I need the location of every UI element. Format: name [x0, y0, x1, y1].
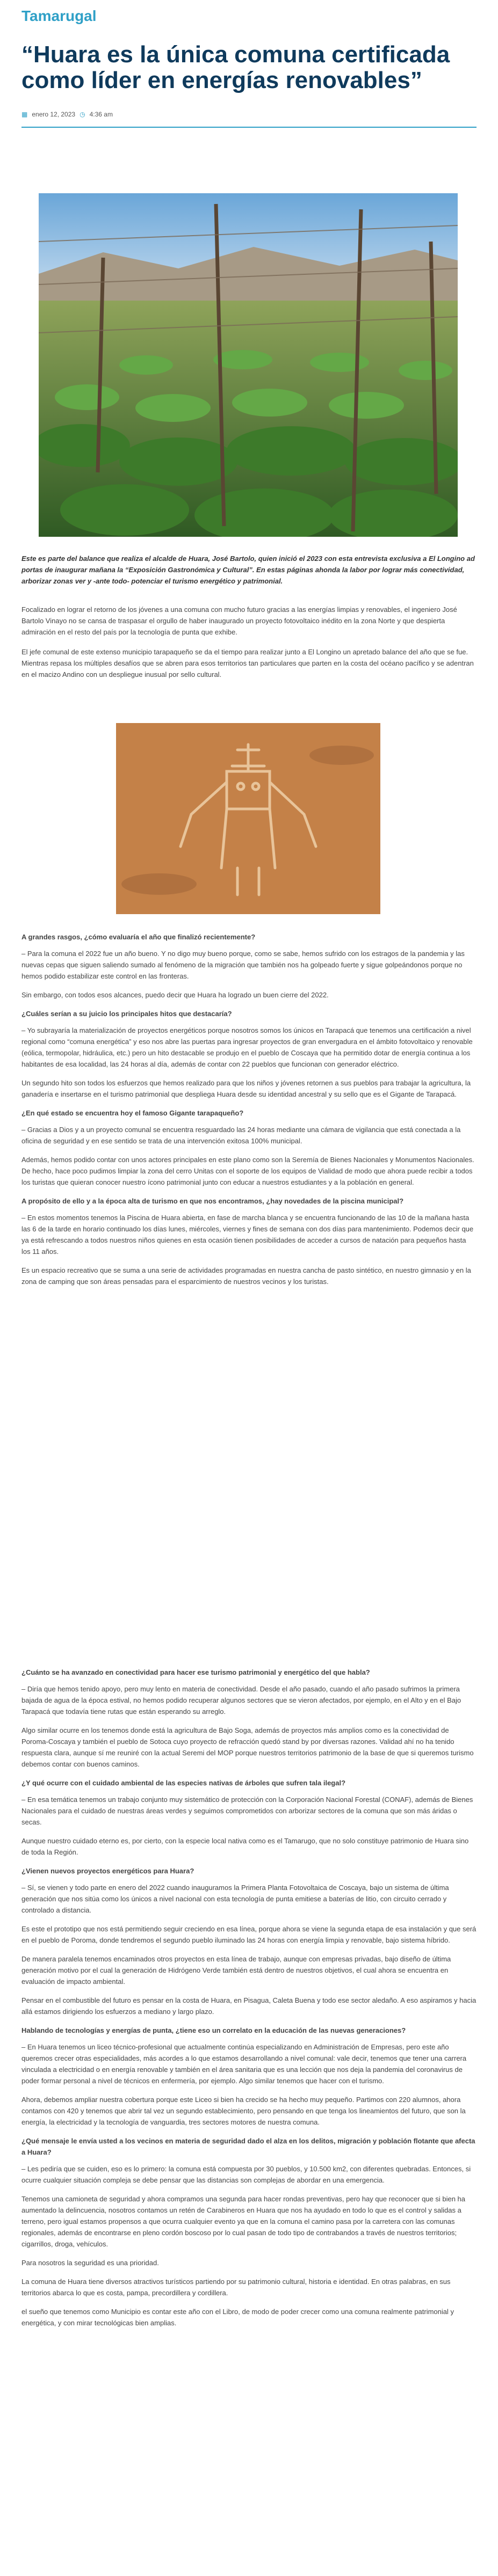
article-title: “Huara es la única comuna certificada como líder en energías renovables”	[21, 41, 450, 93]
title-divider	[21, 127, 477, 128]
question-heading: ¿Cuáles serían a su juicio los principales hitos que destacaría?	[21, 1010, 232, 1018]
question-heading: ¿Qué mensaje le envía usted a los vecinos en materia de seguridad dado el alza en los delitos, migración y población flotante que afecta a Huara?	[21, 2137, 475, 2156]
article-time: 4:36 am	[89, 111, 113, 118]
question-heading: A propósito de ello y a la época alta de turismo en que nos encontramos, ¿hay novedades de la piscina municipal?	[21, 1197, 404, 1205]
interview-part-1	[21, 931, 477, 1287]
question-heading: ¿Cuánto se ha avanzado en conectividad para hacer ese turismo patrimonial y energético del que habla?	[21, 1668, 370, 1676]
paragraph: – Les pediría que se cuiden, eso es lo primero: la comuna está compuesta por 30 pueblos, y 10.500 km2, con diferentes quebradas. Entonces, si ocurre cualquier situación compleja se debe pensar que las distancias son complejas de abordar en una emergencia.	[21, 2165, 471, 2184]
article-date: enero 12, 2023	[32, 111, 76, 118]
paragraph: La comuna de Huara tiene diversos atractivos turísticos partiendo por su patrimonio cultural, historia e identidad. En otras palabras, en sus territorios abarca lo que es costa, pampa, precordillera y cordillera.	[21, 2278, 451, 2297]
paragraph: Algo similar ocurre en los tenemos donde está la agricultura de Bajo Soga, además de proyectos más amplios como es la conectividad de Poroma-Coscaya y también el pueblo de Sotoca cuyo proyecto de refracción quedó stand by por diversas razones. Validad ahí no ha tenido respuesta clara, aunque sí me reuniré con la actual Seremi del MOP porque nuestros territorios patrimonio de la base de que si queremos turismo debemos contar con buenos caminos.	[21, 1726, 474, 1768]
question-heading: Hablando de tecnologías y energías de punta, ¿tiene eso un correlato en la educación de las nuevas generaciones?	[21, 2026, 406, 2034]
paragraph: El jefe comunal de este extenso municipio tarapaqueño se da el tiempo para realizar junto a El Longino un apretado balance del año que se fue. Mientras repasa los múltiples desafíos que se abren para esos territorios tan particulares que parten en la costa del océano pacífico y se adentran en el macizo Andino con un despliegue inusual por sello cultural.	[21, 648, 474, 678]
paragraph: Aunque nuestro cuidado eterno es, por cierto, con la especie local nativa como es el Tamarugo, que no solo constituye patrimonio de Huara sino de toda la Región.	[21, 1837, 469, 1856]
paragraph: Para nosotros la seguridad es una prioridad.	[21, 2259, 159, 2267]
paragraph: – Yo subrayaría la materialización de proyectos energéticos porque nosotros somos los únicos en Tarapacá que tenemos una certificación a nivel regional como “comuna energética” y eso nos abre las puertas para ingresar proyectos de gran envergadura en el ámbito fotovoltaico y renovable (eólica, termopolar, hidráulica, etc.) pero un hito destacable se produjo en el pueblo de Coscaya que ha permitido dotar de energía continua a los habitantes de esa localidad, las 24 horas al día, además de contar con 22 pueblos que funcionan con generador eléctrico.	[21, 1026, 473, 1068]
crop-field-photo	[39, 193, 458, 537]
paragraph: – En estos momentos tenemos la Piscina de Huara abierta, en fase de marcha blanca y se encuentra funcionando de las 10 de la mañana hasta las 6 de la tarde en horario continuado los días lunes, miércoles, viernes y fines de semana con dos días para mantenimiento. Podemos decir que ya está refrescando a todos nuestros niños quienes en esta ocasión tienen posibilidades de acceder a cursos de natación para pequeños hasta los 11 años.	[21, 1214, 474, 1256]
question-heading: A grandes rasgos, ¿cómo evaluaría el año que finalizó recientemente?	[21, 933, 256, 941]
paragraph: De manera paralela tenemos encaminados otros proyectos en esta línea de trabajo, aunque con empresas privadas, bajo diseño de última generación motivo por el cual la generación de Hidrógeno Verde también está dentro de nuestros objetivos, el cual ahora se encuentra en evaluación de impacto ambiental.	[21, 1955, 451, 1986]
paragraph: el sueño que tenemos como Municipio es contar este año con el Libro, de modo de poder crecer como una comuna realmente patrimonial y energética, y con mirar tecnológicas bien amplias.	[21, 2308, 454, 2327]
section-label[interactable]: Tamarugal	[21, 8, 97, 24]
paragraph: – En Huara tenemos un liceo técnico-profesional que actualmente continúa especializando en Administración de Empresas, pero este año queremos crecer otras especialidades, más acordes a lo que estamos desarrollando a nivel comunal: vale decir, tenemos que tener una carrera vinculada a electricidad o en energía renovable y también en el área sanitaria que es una lección que nos deja la pandemia del coronavirus de poder formar personal a nivel de técnicos en enfermería, por ejemplo. Algo similar tenemos que hacer con el turismo.	[21, 2043, 467, 2085]
paragraph: Pensar en el combustible del futuro es pensar en la costa de Huara, en Pisagua, Caleta Buena y todo ese sector aledaño. A eso aspiramos y hacia allá estamos dirigiendo los esfuerzos a mediano y largo plazo.	[21, 1996, 477, 2016]
paragraph: Sin embargo, con todos esos alcances, puedo decir que Huara ha logrado un buen cierre del 2022.	[21, 991, 329, 999]
article-lead: Este es parte del balance que realiza el alcalde de Huara, José Bartolo, quien inició el 2023 con esta entrevista exclusiva a El Longino ad portas de inaugurar mañana la “Exposición Gastronómica y Cultural”. En estas páginas ahonda la labor por lograr más conectividad, arborizar zonas ver y -ante todo- potenciar el turismo energético y patrimonial.	[21, 554, 475, 585]
question-heading: ¿En qué estado se encuentra hoy el famoso Gigante tarapaqueño?	[21, 1109, 244, 1117]
question-heading: ¿Y qué ocurre con el cuidado ambiental de las especies nativas de árboles que sufren tala ilegal?	[21, 1779, 346, 1787]
clock-icon: ◷	[80, 111, 85, 118]
calendar-icon: ▦	[21, 111, 28, 118]
interview-part-2	[21, 1667, 477, 2329]
paragraph: Tenemos una camioneta de seguridad y ahora compramos una segunda para hacer rondas preventivas, pero hay que reconocer que si bien ha aumentado la delincuencia, nosotros contamos un retén de Carabineros en Huara que nos ha ayudado en todo lo que es el control y salidas a terreno, pero igual estamos propensos a que ocurra cualquier evento ya que en la comuna el camino pasa por la carretera con las comunas regionales, además de encontrarse en pleno cordón boscoso por lo cual pasan de todo tipo de contrabandos a través de nuestros territorios; cigarrillos, droga, vehículos.	[21, 2195, 466, 2248]
paragraph: Es este el prototipo que nos está permitiendo seguir creciendo en esa línea, porque ahora se viene la segunda etapa de esa instalación y que será en el pueblo de Poroma, donde tendremos el segundo pueblo iluminado las 24 horas con energía limpia y renovable, bajo sistema híbrido.	[21, 1925, 477, 1944]
paragraph: Además, hemos podido contar con unos actores principales en este plano como son la Seremía de Bienes Nacionales y Monumentos Nacionales. De hecho, hace poco pudimos limpiar la zona del cerro Unitas con el soporte de los equipos de Vialidad de modo que ahora puede recibir a todos los turistas que quieran conocer nuestro ícono patrimonial junto con educar a nuestros estudiantes y a la población en general.	[21, 1156, 474, 1186]
giant-geoglyph-photo	[116, 723, 380, 914]
paragraph: – En esa temática tenemos un trabajo conjunto muy sistemático de protección con la Corporación Nacional Forestal (CONAF), además de Bienes Nacionales para el cuidado de nuestras áreas verdes y seguimos comprometidos con arborizar sectores de la comuna que son más áridas o secas.	[21, 1796, 473, 1826]
question-heading: ¿Vienen nuevos proyectos energéticos para Huara?	[21, 1867, 194, 1875]
paragraph: Focalizado en lograr el retorno de los jóvenes a una comuna con mucho futuro gracias a las energías limpias y renovables, el ingeniero José Bartolo Vinayo no se cansa de traspasar el orgullo de haber inaugurado un proyecto fotovoltaico inédito en la zona Norte y que despierta admiración en el resto del país por la tecnología de punta que exhibe.	[21, 605, 457, 636]
paragraph: Un segundo hito son todos los esfuerzos que hemos realizado para que los niños y jóvenes retornen a sus pueblos para trabajar la agricultura, la ganadería e insertarse en el turismo patrimonial que despliega Huara desde su identidad ancestral y su sello que es el Gigante de Tarapacá.	[21, 1079, 471, 1098]
article-meta	[21, 111, 113, 118]
paragraph: – Gracias a Dios y a un proyecto comunal se encuentra resguardado las 24 horas mediante una cámara de vigilancia que está conectada a la oficina de seguridad y en ese sentido se trata de una intervención exitosa 100% municipal.	[21, 1126, 461, 1145]
paragraph: – Diría que hemos tenido apoyo, pero muy lento en materia de conectividad. Desde el año pasado, cuando el año pasado sufrimos la primera bajada de agua de la época estival, no hemos podido recuperar algunos sectores que se vieron afectados, por ejemplo, en el Alto y en el Bajo Tarapacá que todavía tiene rutas que están esperando su arreglo.	[21, 1685, 461, 1716]
paragraph: Es un espacio recreativo que se suma a una serie de actividades programadas en nuestra cancha de pasto sintético, en nuestro gimnasio y en la zona de camping que son áreas pensadas para el esparcimiento de nuestros vecinos y los turistas.	[21, 1266, 471, 1286]
intro-block	[21, 604, 477, 680]
paragraph: Ahora, debemos ampliar nuestra cobertura porque este Liceo si bien ha crecido se ha hecho muy pequeño. Partimos con 220 alumnos, ahora contamos con 420 y tenemos que abrir tal vez un segundo establecimiento, pero pensando en que tenga los lineamientos del futuro, que son la energía, la electricidad y la tecnología de vanguardia, tres sectores motores de nuestra comuna.	[21, 2096, 466, 2126]
paragraph: – Para la comuna el 2022 fue un año bueno. Y no digo muy bueno porque, como se sabe, hemos sufrido con los estragos de la pandemia y las nuevas cepas que siguen saliendo sumado al fenómeno de la migración que también nos ha golpeado fuerte y sigue golpeándonos porque no hemos podido estabilizar este control en las fronteras.	[21, 950, 465, 980]
paragraph: – Sí, se vienen y todo parte en enero del 2022 cuando inauguramos la Primera Planta Fotovoltaica de Coscaya, bajo un sistema de última generación que nos sitúa como los únicos a nivel nacional con esta tecnología de punta emitiese a baterías de litio, con circuito cerrado y controlado a distancia.	[21, 1884, 449, 1914]
